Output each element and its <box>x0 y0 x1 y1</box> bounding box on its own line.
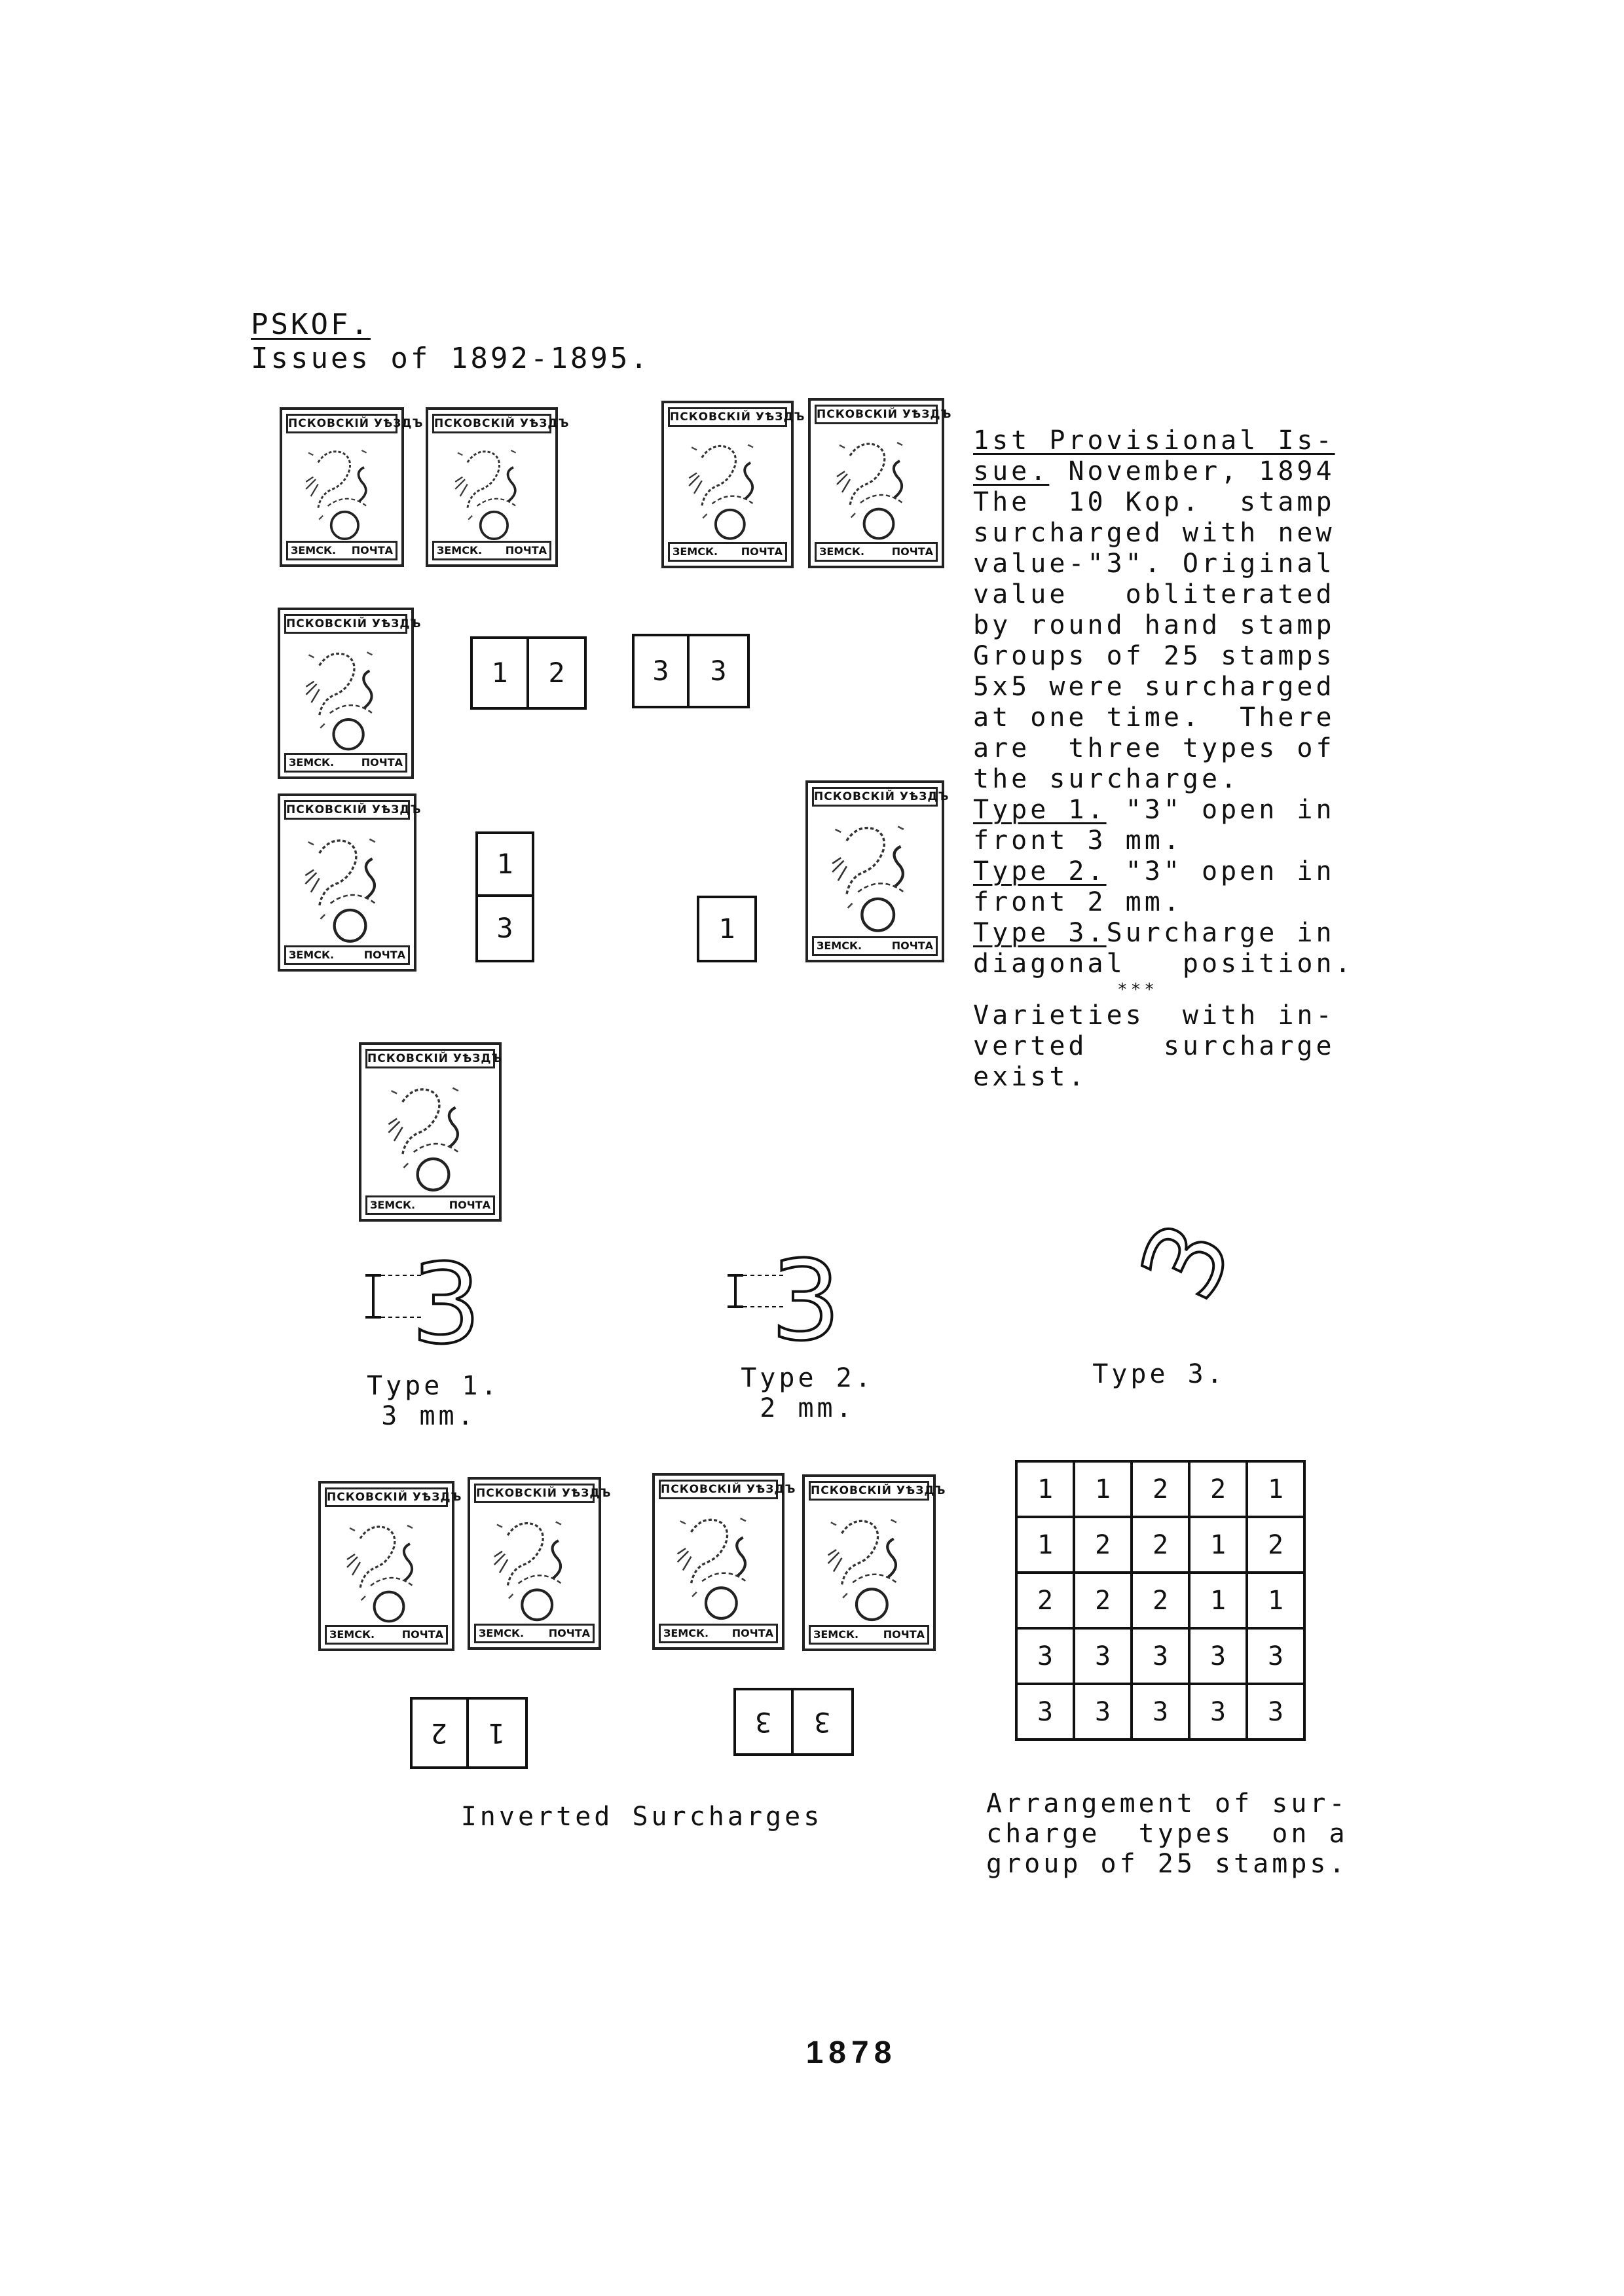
type2-text: "3" open in <box>1106 856 1335 886</box>
stamp-bottom-right: ПОЧТА <box>891 939 933 952</box>
stamp-bottom-left: ЗЕМСК. <box>813 1628 859 1641</box>
stamp-bottom-left: ЗЕМСК. <box>817 939 862 952</box>
type2-caption: Type 2. 2 mm. <box>741 1363 874 1423</box>
surcharge-box: 1 <box>697 896 757 962</box>
surcharge-box: 3 <box>687 634 750 708</box>
stamp-bottom-left: ЗЕМСК. <box>291 544 337 556</box>
description-line: by round hand stamp <box>973 610 1335 640</box>
type1-caption: Type 1. 3 mm. <box>367 1371 500 1431</box>
grid-cell: 2 <box>1189 1461 1247 1517</box>
heading-date: November, 1894 <box>1049 456 1335 486</box>
grid-cell: 2 <box>1132 1517 1189 1573</box>
stamp-bottom-left: ЗЕМСК. <box>673 545 718 558</box>
grid-cell: 2 <box>1247 1517 1304 1573</box>
stamp-bottom-label <box>365 1195 495 1215</box>
stamp <box>280 407 424 567</box>
grid-cell: 2 <box>1074 1517 1132 1573</box>
surcharge-box: 3 <box>632 634 690 708</box>
description-line: 5x5 were surcharged <box>973 672 1335 702</box>
stamp <box>278 608 422 779</box>
stamp <box>805 780 950 962</box>
stamp-bottom-label <box>474 1624 595 1643</box>
grid-cell: 3 <box>1247 1684 1304 1740</box>
inverted-digit: 2 <box>431 1717 448 1749</box>
description-line: front 3 mm. <box>973 826 1183 856</box>
type2-label: Type 2. <box>973 856 1107 886</box>
heading-line1: 1st Provisional Is- <box>973 426 1335 456</box>
grid-row <box>1016 1461 1304 1517</box>
grid-cell: 1 <box>1074 1461 1132 1517</box>
lion-emblem-icon <box>326 1507 441 1628</box>
type3-text: Surcharge in <box>1106 918 1335 948</box>
stamp-bottom-right: ПОЧТА <box>363 949 405 961</box>
type1-text: "3" open in <box>1106 795 1335 825</box>
digit-three: 3 <box>1116 1205 1256 1317</box>
stamp-bottom-left: ЗЕМСК. <box>370 1199 416 1211</box>
title-text: PSKOF. <box>251 308 371 341</box>
lion-emblem-icon <box>286 634 401 756</box>
stamp-bottom-left: ЗЕМСК. <box>289 949 335 961</box>
lion-emblem-icon <box>434 433 545 545</box>
description-line: diagonal position. <box>973 949 1354 979</box>
grid-cell: 3 <box>1016 1628 1074 1684</box>
lion-emblem-icon <box>810 1501 923 1626</box>
stamp-top-label: ПСКОВСКIЙ УѢЗДЪ <box>284 614 407 634</box>
heading-line2: sue. <box>973 456 1050 486</box>
lion-emblem-icon <box>669 427 781 545</box>
stamp-bottom-right: ПОЧТА <box>351 544 393 556</box>
arrangement-caption: Arrangement of sur- charge types on a group of 25 stamps. <box>986 1789 1348 1879</box>
stamp-bottom-right: ПОЧТА <box>361 756 403 769</box>
inverted-caption: Inverted Surcharges <box>460 1802 823 1832</box>
stamp-top-label: ПСКОВСКIЙ УѢЗДЪ <box>809 1481 929 1501</box>
stamp-bottom-right: ПОЧТА <box>401 1628 443 1641</box>
grid-cell: 1 <box>1016 1517 1074 1573</box>
stamp <box>802 1474 946 1651</box>
type2-figure <box>710 1237 855 1365</box>
stamp-bottom-label <box>284 753 407 773</box>
grid-cell: 2 <box>1074 1573 1132 1628</box>
stamp-bottom-left: ЗЕМСК. <box>819 545 865 558</box>
grid-cell: 3 <box>1074 1628 1132 1684</box>
description-line <box>973 456 1335 487</box>
inverted-surcharge-box <box>733 1688 794 1756</box>
lion-emblem-icon <box>286 820 403 948</box>
grid-row <box>1016 1628 1304 1684</box>
description-line: are three types of <box>973 733 1335 763</box>
type3-line <box>973 918 1354 949</box>
grid-cell: 1 <box>1016 1461 1074 1517</box>
stamp-bottom-left: ЗЕМСК. <box>329 1628 375 1641</box>
stamp-bottom-right: ПОЧТА <box>883 1628 925 1641</box>
type3-caption: Type 3. <box>1092 1359 1226 1389</box>
description-line: value obliterated <box>973 579 1335 610</box>
inverted-digit: 1 <box>489 1717 506 1749</box>
stamp-bottom-label <box>812 936 938 956</box>
stamp-bottom-label <box>659 1624 778 1643</box>
stamp-bottom-label <box>815 542 938 562</box>
stamp-top-label: ПСКОВСКIЙ УѢЗДЪ <box>815 405 938 424</box>
description-line: verted surcharge <box>973 1031 1335 1061</box>
stamp <box>652 1473 796 1650</box>
grid-cell: 1 <box>1247 1461 1304 1517</box>
stamp-top-label: ПСКОВСКIЙ УѢЗДЪ <box>659 1480 778 1499</box>
lion-emblem-icon <box>660 1499 771 1625</box>
stamp <box>278 793 422 972</box>
inverted-surcharge-box <box>410 1697 469 1769</box>
surcharge-box: 1 <box>470 636 529 710</box>
stamp-bottom-left: ЗЕМСК. <box>289 756 335 769</box>
grid-cell: 3 <box>1189 1684 1247 1740</box>
grid-cell: 3 <box>1132 1684 1189 1740</box>
description-line: front 2 mm. <box>973 887 1183 917</box>
type1-figure <box>354 1240 498 1368</box>
stamp <box>808 398 952 568</box>
surcharge-box: 3 <box>475 894 534 962</box>
grid-cell: 2 <box>1132 1461 1189 1517</box>
page-title <box>251 308 371 342</box>
page-number: 1878 <box>805 2035 897 2070</box>
stamp-bottom-label <box>432 541 551 560</box>
stamp-bottom-label <box>286 541 397 560</box>
stamp-top-label: ПСКОВСКIЙ УѢЗДЪ <box>325 1487 448 1507</box>
inverted-digit: 3 <box>755 1706 772 1738</box>
grid-cell: 3 <box>1132 1628 1189 1684</box>
stamp-top-label: ПСКОВСКIЙ УѢЗДЪ <box>474 1484 595 1503</box>
grid-row <box>1016 1684 1304 1740</box>
description-line: surcharged with new <box>973 518 1335 548</box>
type3-label: Type 3. <box>973 918 1107 948</box>
stamp-bottom-right: ПОЧТА <box>891 545 933 558</box>
description-line: The 10 Kop. stamp <box>973 487 1335 517</box>
stamp <box>661 401 805 568</box>
grid-cell: 3 <box>1074 1684 1132 1740</box>
stamp-bottom-label <box>668 542 787 562</box>
stamp <box>468 1477 612 1650</box>
stamp-top-label: ПСКОВСКIЙ УѢЗДЪ <box>432 414 551 433</box>
grid-cell: 1 <box>1189 1573 1247 1628</box>
description-line: Groups of 25 stamps <box>973 641 1335 671</box>
page-subtitle: Issues of 1892-1895. <box>251 342 650 375</box>
description-line: Varieties with in- <box>973 1000 1335 1030</box>
surcharge-box: 2 <box>526 636 587 710</box>
surcharge-box: 1 <box>475 831 534 897</box>
grid-cell: 3 <box>1016 1684 1074 1740</box>
lion-emblem-icon <box>475 1503 588 1626</box>
grid-cell: 1 <box>1189 1517 1247 1573</box>
stamp-bottom-left: ЗЕМСК. <box>663 1627 709 1639</box>
description-line: value-"3". Original <box>973 549 1335 579</box>
inverted-digit: 3 <box>814 1706 831 1738</box>
stamp-bottom-right: ПОЧТА <box>449 1199 490 1211</box>
stamp-top-label: ПСКОВСКIЙ УѢЗДЪ <box>284 800 410 820</box>
stamp-bottom-left: ЗЕМСК. <box>437 544 483 556</box>
stamp <box>359 1042 502 1222</box>
lion-emblem-icon <box>816 424 931 545</box>
description-heading <box>973 426 1335 456</box>
stamp-bottom-right: ПОЧТА <box>548 1627 590 1639</box>
stamp-bottom-right: ПОЧТА <box>741 545 783 558</box>
stamp-bottom-right: ПОЧТА <box>505 544 547 556</box>
stamp <box>426 407 570 567</box>
digit-three: 3 <box>771 1237 841 1365</box>
lion-emblem-icon <box>813 807 931 938</box>
type3-figure <box>1107 1205 1256 1342</box>
stamp-top-label: ПСКОВСКIЙ УѢЗДЪ <box>668 407 787 427</box>
description-line: at one time. There <box>973 702 1335 733</box>
description-line: the surcharge. <box>973 764 1240 794</box>
lion-emblem-icon <box>287 433 392 545</box>
stamp-bottom-label <box>809 1625 929 1645</box>
grid-cell: 3 <box>1247 1628 1304 1684</box>
type1-label: Type 1. <box>973 795 1107 825</box>
inverted-surcharge-box <box>791 1688 854 1756</box>
type2-line <box>973 856 1354 887</box>
grid-cell: 2 <box>1016 1573 1074 1628</box>
stamp-bottom-right: ПОЧТА <box>731 1627 773 1639</box>
stamp-top-label: ПСКОВСКIЙ УѢЗДЪ <box>812 787 938 807</box>
stamp-bottom-label <box>284 945 410 965</box>
type1-line <box>973 795 1354 826</box>
grid-cell: 2 <box>1132 1573 1189 1628</box>
grid-row <box>1016 1517 1304 1573</box>
arrangement-grid <box>1015 1460 1306 1741</box>
stamp-top-label: ПСКОВСКIЙ УѢЗДЪ <box>365 1049 495 1068</box>
description-line: exist. <box>973 1062 1088 1092</box>
separator-stars: *** <box>1117 980 1158 1000</box>
grid-cell: 1 <box>1247 1573 1304 1628</box>
stamp <box>318 1481 462 1651</box>
lion-emblem-icon <box>367 1068 489 1197</box>
inverted-surcharge-box <box>466 1697 528 1769</box>
stamp-bottom-left: ЗЕМСК. <box>479 1627 525 1639</box>
description-body <box>973 487 1354 1093</box>
grid-row <box>1016 1573 1304 1628</box>
stamp-bottom-label <box>325 1625 448 1645</box>
stamp-top-label: ПСКОВСКIЙ УѢЗДЪ <box>286 414 397 433</box>
digit-three: 3 <box>411 1240 481 1368</box>
grid-cell: 3 <box>1189 1628 1247 1684</box>
